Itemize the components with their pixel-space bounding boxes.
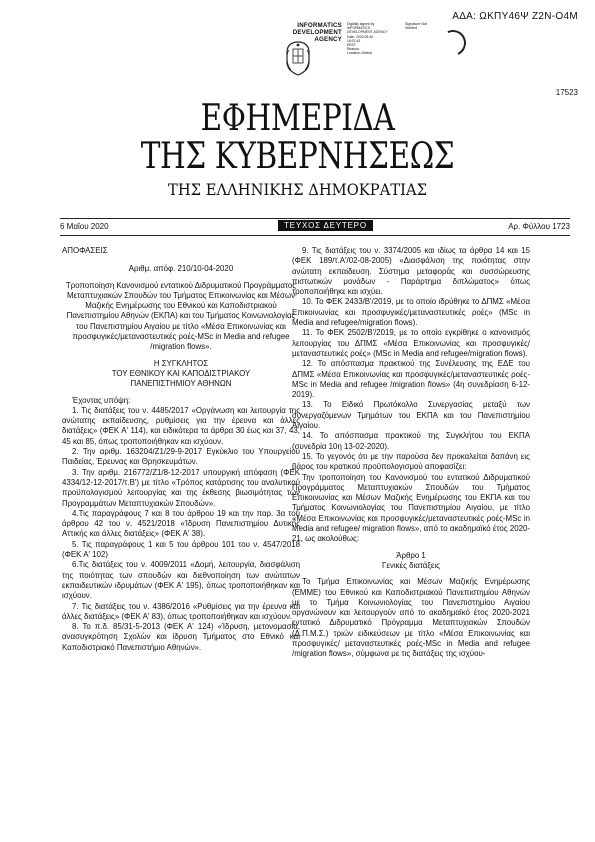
gazette-subtitle: ΤΗΣ ΕΛΛΗΝΙΚΗΣ ΔΗΜΟΚΡΑΤΙΑΣ (167, 180, 428, 199)
agency-line-1: INFORMATICS (297, 22, 342, 29)
greek-emblem-icon (283, 40, 313, 76)
digital-signature-block (347, 22, 402, 56)
decision-body: Την τροποποίηση του Κανονισμού του εντατικού Διδρυματικού Προγράμματος Μεταπτυχιακών Σπουδών του Τμήματος Επικοινωνίας και Μέσων Μαζικής Ενημέρωσης του ΕΚΠΑ και του Τμήματος Κοινωνιολογίας του Πανεπιστημίου Αιγαίου, με τίτλο «Μέσα Επικοινωνίας και προσφυγικές/μεταναστευτικές ροές-MSc in Media and refugee/ migration flows», από το ακαδημαϊκό έτος 2020-21, ως ακολούθως: (292, 472, 530, 544)
list-item: 9. Τις διατάξεις του ν. 3374/2005 και ιδίως τα άρθρα 14 και 15 (ΦΕΚ 189/τ.Α'/02-08-2005) «Διασφάλιση της ποιότητας στην ανώτατη εκπαίδευση. Σύστημα μεταφοράς και συσσώρευσης πιστωτικών μονάδων - Παράρτημα διπλώματος» όπως τροποποιήθηκε και ισχύει. (292, 246, 530, 297)
sig-line: Reason: (347, 47, 360, 52)
sig-line: 18:07:43 (347, 38, 361, 43)
authority-line-1: Η ΣΥΓΚΛΗΤΟΣ (153, 358, 209, 368)
sheet-number: Αρ. Φύλλου 1723 (508, 222, 570, 231)
ada-code: ΑΔΑ: ΩΚΠΥ46Ψ Ζ2Ν-Ο4Μ (452, 11, 578, 22)
list-item: 5. Τις παραγράφους 1 και 5 του άρθρου 101 του ν. 4547/2018 (ΦΕΚ Α' 102) (62, 539, 300, 560)
list-item: 12. Το απόσπασμα πρακτικού της Συνέλευσης της ΕΔΕ του ΔΠΜΣ «Μέσα Επικοινωνίας και προσφυγικές/μεταναστευτικές ροές-MSc in Media and refugee /migration flows» (4η συνεδρίαση 6-12-2019). (292, 359, 530, 400)
list-item: 8. Το π.δ. 85/31-5-2013 (ΦΕΚ Α' 124) «Ίδρυση, μετονομασία, ανασυγκρότηση Σχολών και ίδρυση Τμήματος στο Εθνικό και Καποδιστριακό Πανεπιστήμιο Αθηνών». (62, 622, 300, 652)
agency-line-3: AGENCY (314, 36, 342, 43)
sig-line: INFORMATICS (347, 26, 371, 31)
list-item: 14. Το απόσπασμα πρακτικού της Συγκλήτου του ΕΚΠΑ (συνεδρία 10η 13-02-2020). (292, 431, 530, 451)
sig-line: EEST (347, 43, 356, 48)
article-title: Γενικές διατάξεις (382, 560, 440, 570)
list-item: 13. Το Ειδικό Πρωτόκολλο Συνεργασίας μεταξύ των συνεργαζόμενων Τμημάτων του ΕΚΠΑ και του Πανεπιστημίου Αιγαίου. (292, 400, 530, 431)
authority-line-3: ΠΑΝΕΠΙΣΤΗΜΙΟΥ ΑΘΗΝΩΝ (130, 379, 232, 389)
section-heading: ΑΠΟΦΑΣΕΙΣ (62, 246, 108, 255)
verify-line: Verified (405, 26, 417, 31)
decision-number: Αριθμ. απόφ. 210/10-04-2020 (128, 264, 234, 274)
list-item: 7. Τις διατάξεις του ν. 4386/2016 «Ρυθμίσεις για την έρευνα και άλλες διατάξεις» (ΦΕΚ Α' 83), όπως τροποποιήθηκαν και ισχύουν. (62, 601, 300, 621)
verify-line: Signature Not (405, 22, 427, 26)
gazette-title-line2: ΤΗΣ ΚΥΒΕΡΝΗΣΕΩΣ (140, 136, 455, 177)
gazette-title-line1: ΕΦΗΜΕΡΙΔΑ (200, 98, 395, 139)
sig-line: Location: Athens (347, 51, 373, 56)
sig-line: Digitally signed by (347, 22, 375, 26)
list-item: 6.Τις διατάξεις του ν. 4009/2011 «Δομή, λειτουργία, διασφάλιση της ποιότητας των σπουδών και διεθνοποίηση των ανώτατων εκπαιδευτικών ιδρυμάτων (ΦΕΚ Α' 195), όπως τροποποιήθηκαν και ισχύουν. (62, 560, 300, 601)
list-item: 11. Το ΦΕΚ 2502/Β'/2019, με το οποίο εγκρίθηκε ο κανονισμός λειτουργίας του ΔΠΜΣ «Μέσα Επικοινωνίας και προσφυγικές/μεταναστευτικές ροές» (MSc in Media and refugee/migration flows). (292, 328, 530, 358)
check-arc-icon (436, 26, 469, 59)
intro-line: Έχοντας υπόψη: (72, 395, 131, 405)
list-item: 15. Το γεγονός ότι με την παρούσα δεν προκαλείται δαπάνη εις βάρος του κρατικού προϋπολογισμού αποφασίζει: (292, 451, 530, 472)
agency-line-2: DEVELOPMENT (292, 29, 342, 36)
list-item: 2. Την αριθμ. 163204/Ζ1/29-9-2017 Εγκύκλιο του Υπουργείου Παιδείας, Έρευνας και Θρησκευμάτων. (62, 447, 300, 467)
list-item: 1. Τις διατάξεις του ν. 4485/2017 «Οργάνωση και λειτουργία της ανώτατης εκπαίδευσης, ρυθμίσεις για την έρευνα και άλλες διατάξεις» (ΦΕΚ Α' 114), και ειδικότερα τα άρθρα 30 έως και 37, 43, 45 και 85, όπως τροποποιήθηκαν και ισχύουν. (62, 405, 300, 446)
signature-verify-logo (405, 22, 465, 62)
list-item: 10. Το ΦΕΚ 2433/Β'/2019, με το οποίο ιδρύθηκε το ΔΠΜΣ «Μέσα Επικοινωνίας και προσφυγικές/μεταναστευτικές ροές» (MSc in Media and refugee/migration flows). (292, 297, 530, 328)
article-body: Το Τμήμα Επικοινωνίας και Μέσων Μαζικής Ενημέρωσης (ΕΜΜΕ) του Εθνικού και Καποδιστριακού Πανεπιστημίου Αθηνών με το Τμήμα Κοινωνιολογίας του Πανεπιστημίου Αιγαίου οργανώνουν και λειτουργούν από το ακαδημαϊκό έτος 2020-2021 εντατικό Διδρυματικό Πρόγραμμα Μεταπτυχιακών Σπουδών (Δ.Π.Μ.Σ.) τριών ειδικεύσεων με τίτλο «Μέσα Επικοινωνίας και προσφυγικές/ μεταναστευτικές ροές-MSc in Media and refugee /migration flows», σύμφωνα με τις διατάξεις της ισχύου- (292, 577, 530, 659)
decision-title: Τροποποίηση Κανονισμού εντατικού Διδρυματικού Προγράμματος Μεταπτυχιακών Σπουδών του Τμήματος Επικοινωνίας και Μέσων Μαζικής Ενημέρωσης του Εθνικού και Καποδιστριακού Πανεπιστημίου Αθηνών (ΕΚΠΑ) και του Τμήματος Κοινωνιολογίας του Πανεπιστημίου Αιγαίου με τίτλο «Μέσα Επικοινωνίας και προσφυγικές/μεταναστευτικές ροές-MSc in Media and refugee /migration flows». (65, 280, 297, 352)
issue-date: 6 Μαΐου 2020 (60, 222, 109, 231)
list-item: 4.Τις παραγράφους 7 και 8 του άρθρου 19 και την παρ. 3α του άρθρου 42 του ν. 4521/2018 «Ίδρυση Πανεπιστημίου Δυτικής Αττικής και άλλες διατάξεις» (ΦΕΚ Α' 38). (62, 508, 300, 539)
sig-line: DEVELOPMENT AGENCY (347, 30, 388, 35)
article-number: Άρθρο 1 (396, 550, 426, 560)
list-item: 3. Την αριθμ. 216772/Ζ1/8-12-2017 υπουργική απόφαση (ΦΕΚ 4334/12-12-2017/τ.Β') με τίτλο «Τρόπος κατάρτισης του αναλυτικού προϋπολογισμού λειτουργίας και της έκθεσης βιωσιμότητας των Προγραμμάτων Μεταπτυχιακών Σπουδών». (62, 467, 300, 508)
left-column (62, 246, 300, 653)
page-number: 17523 (555, 88, 578, 97)
issue-meta-row (60, 218, 570, 236)
issue-badge: ΤΕΥΧΟΣ ΔΕΥΤΕΡΟ (278, 220, 373, 231)
authority-line-2: ΤΟΥ ΕΘΝΙΚΟΥ ΚΑΙ ΚΑΠΟΔΙΣΤΡΙΑΚΟΥ (111, 368, 251, 378)
sig-line: Date: 2020.05.06 (347, 34, 374, 39)
right-column (292, 246, 530, 660)
